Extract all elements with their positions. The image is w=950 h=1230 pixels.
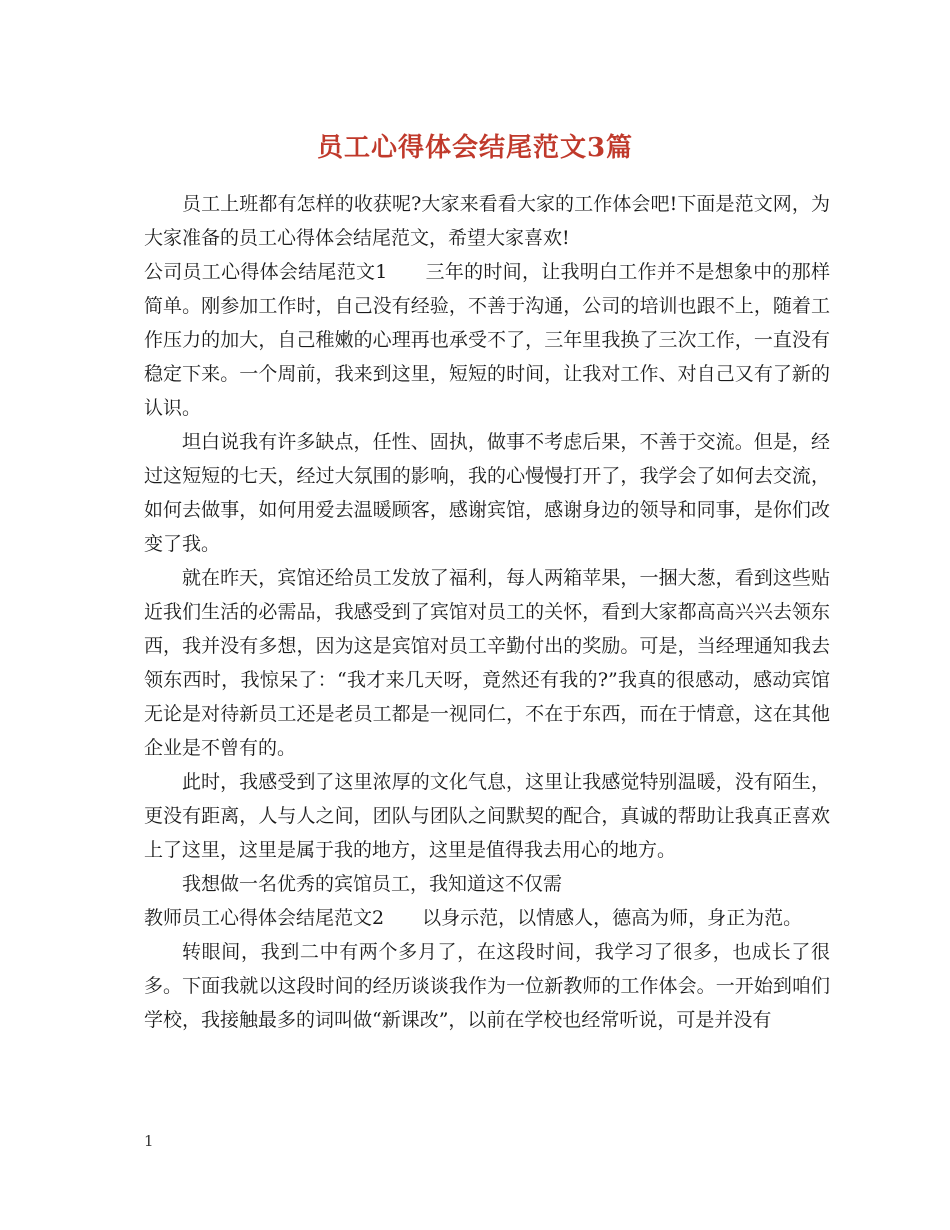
section-1-text: 三年的时间，让我明白工作并不是想象中的那样简单。刚参加工作时，自己没有经验，不善于沟通，公司的培训也跟不上，随着工作压力的加大，自己稚嫩的心理再也承受不了，三年里我换了三次工作，一直没有稳定下来。一个周前，我来到这里，短短的时间，让我对工作、对自己又有了新的认识。 xyxy=(144,261,830,419)
paragraph-4: 此时，我感受到了这里浓厚的文化气息，这里让我感觉特别温暖，没有陌生，更没有距离，人与人之间，团队与团队之间默契的配合，真诚的帮助让我真正喜欢上了这里，这里是属于我的地方，这里是值得我去用心的地方。 xyxy=(144,771,830,861)
page-number: 1 xyxy=(144,1132,154,1150)
paragraph-5: 我想做一名优秀的宾馆员工，我知道这不仅需 xyxy=(182,873,563,895)
document-body xyxy=(144,187,830,1037)
paragraph-3: 就在昨天，宾馆还给员工发放了福利，每人两箱苹果，一捆大葱，看到这些贴近我们生活的必需品，我感受到了宾馆对员工的关怀，看到大家都高高兴兴去领东西，我并没有多想，因为这是宾馆对员工辛勤付出的奖励。可是，当经理通知我去领东西时，我惊呆了：“我才来几天呀，竟然还有我的?”我真的很感动，感动宾馆无论是对待新员工还是老员工都是一视同仁，不在于东西，而在于情意，这在其他企业是不曾有的。 xyxy=(144,567,830,759)
paragraph-section-1 xyxy=(144,255,830,425)
section-heading-1: 公司员工心得体会结尾范文1 xyxy=(144,261,388,283)
paragraph-7: 转眼间，我到二中有两个多月了，在这段时间，我学习了很多，也成长了很多。下面我就以这段时间的经历谈谈我作为一位新教师的工作体会。一开始到咱们学校，我接触最多的词叫做“新课改”，以前在学校也经常听说，可是并没有 xyxy=(144,941,830,1031)
paragraph-intro: 员工上班都有怎样的收获呢?大家来看看大家的工作体会吧!下面是范文网，为大家准备的员工心得体会结尾范文，希望大家喜欢! xyxy=(144,193,830,249)
paragraph-section-2 xyxy=(144,901,830,935)
section-heading-2: 教师员工心得体会结尾范文2 xyxy=(144,907,385,929)
section-2-text: 以身示范，以情感人，德高为师，身正为范。 xyxy=(422,907,803,929)
paragraph-2: 坦白说我有许多缺点，任性、固执，做事不考虑后果，不善于交流。但是，经过这短短的七天，经过大氛围的影响，我的心慢慢打开了，我学会了如何去交流，如何去做事，如何用爱去温暖顾客，感谢宾馆，感谢身边的领导和同事，是你们改变了我。 xyxy=(144,431,830,555)
document-title: 员工心得体会结尾范文3篇 xyxy=(316,133,634,163)
